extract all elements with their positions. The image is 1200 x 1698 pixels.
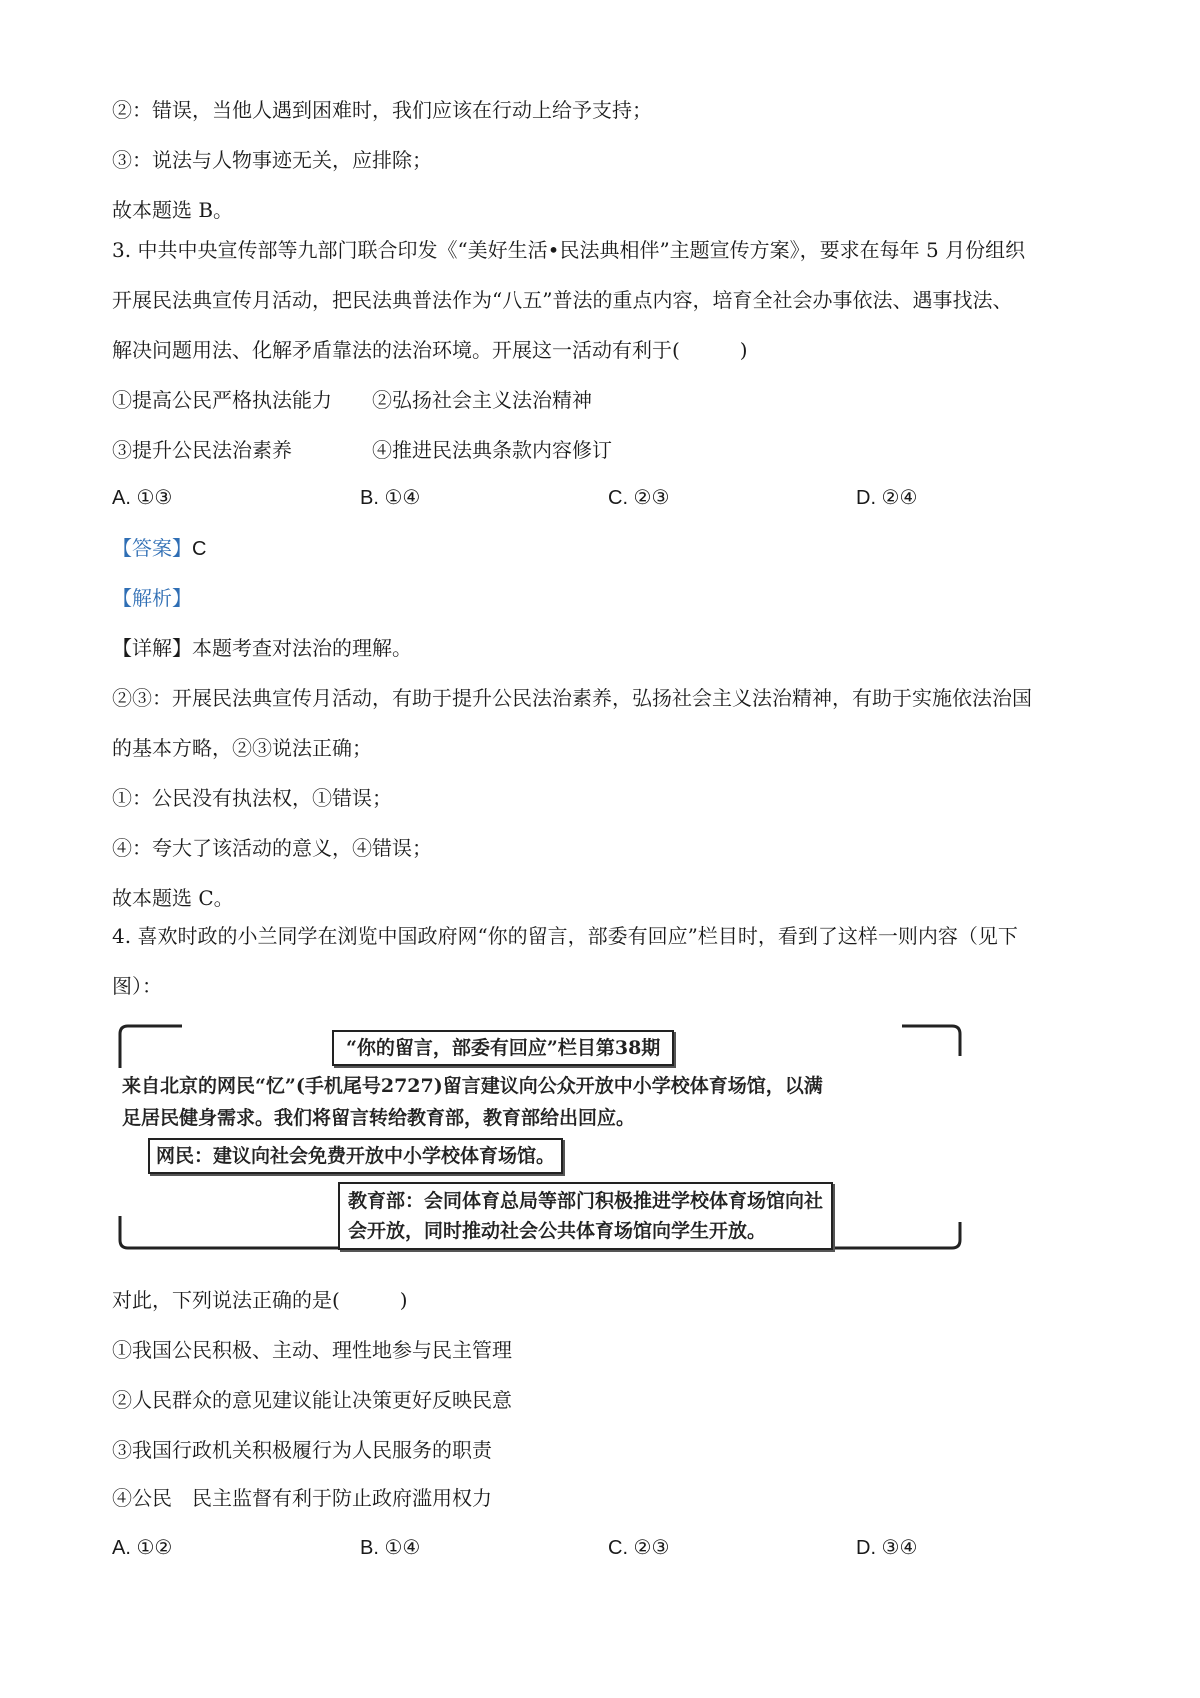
answer-line — [112, 534, 1120, 563]
question-3-statements — [112, 436, 1120, 464]
analysis-label: 【解析】 — [112, 586, 192, 610]
detail-line: 【详解】本题考查对法治的理解。 — [112, 636, 412, 660]
choice-d: D. ②④ — [856, 487, 918, 509]
text-line: ③：说法与人物事迹无关，应排除； — [112, 148, 432, 172]
answer-value: C — [192, 538, 207, 560]
ministry-reply-line: 教育部：会同体育总局等部门积极推进学校体育场馆向社 — [348, 1190, 824, 1212]
frame-corner-tl — [120, 1026, 182, 1068]
question-3-choices — [112, 484, 1120, 512]
choice-c: C. ②③ — [608, 487, 670, 509]
explanation-line: ④：夸大了该活动的意义，④错误； — [112, 836, 432, 860]
question-3-statements — [112, 386, 1120, 414]
message-figure — [112, 1012, 972, 1272]
statement-3: ③我国行政机关积极履行为人民服务的职责 — [112, 1438, 492, 1462]
statement-3: ③提升公民法治素养 — [112, 438, 292, 462]
question-3-stem: 3. 中共中央宣传部等九部门联合印发《“美好生活•民法典相伴”主题宣传方案》，要求在每年 5 月份组织 — [112, 238, 1026, 262]
text-line: ②：错误，当他人遇到困难时，我们应该在行动上给予支持； — [112, 98, 652, 122]
explanation-line: 故本题选 C。 — [112, 886, 234, 910]
question-4-prompt: 对此，下列说法正确的是( ) — [112, 1288, 408, 1312]
choice-b: B. ①④ — [360, 487, 421, 509]
question-4-choices — [112, 1534, 1120, 1562]
question-3-stem: 解决问题用法、化解矛盾靠法的法治环境。开展这一活动有利于( ) — [112, 338, 748, 362]
figure-intro: 足居民健身需求。我们将留言转给教育部，教育部给出回应。 — [122, 1107, 636, 1129]
choice-a: A. ①② — [112, 1537, 173, 1559]
explanation-line: 的基本方略，②③说法正确； — [112, 736, 372, 760]
choice-a: A. ①③ — [112, 487, 173, 509]
statement-1: ①我国公民积极、主动、理性地参与民主管理 — [112, 1338, 512, 1362]
text-line: 故本题选 B。 — [112, 198, 234, 222]
figure-intro: 来自北京的网民“忆”(手机尾号2727)留言建议向公众开放中小学校体育场馆，以满 — [122, 1075, 823, 1097]
ministry-reply — [338, 1182, 833, 1250]
choice-c: C. ②③ — [608, 1537, 670, 1559]
explanation-line: ①：公民没有执法权，①错误； — [112, 786, 392, 810]
choice-b: B. ①④ — [360, 1537, 421, 1559]
ministry-reply-line: 会开放，同时推动社会公共体育场馆向学生开放。 — [348, 1220, 767, 1242]
answer-label: 【答案】 — [112, 536, 192, 560]
statement-2: ②人民群众的意见建议能让决策更好反映民意 — [112, 1388, 512, 1412]
question-4-stem: 4. 喜欢时政的小兰同学在浏览中国政府网“你的留言，部委有回应”栏目时，看到了这样一则内容（见下 — [112, 924, 1018, 948]
question-4-stem: 图）： — [112, 974, 162, 998]
figure-title: “你的留言，部委有回应”栏目第38期 — [332, 1030, 674, 1066]
statement-4: ④推进民法典条款内容修订 — [372, 438, 612, 462]
statement-2: ②弘扬社会主义法治精神 — [372, 388, 592, 412]
netizen-message: 网民：建议向社会免费开放中小学校体育场馆。 — [148, 1138, 563, 1174]
statement-1: ①提高公民严格执法能力 — [112, 388, 332, 412]
explanation-line: ②③：开展民法典宣传月活动，有助于提升公民法治素养，弘扬社会主义法治精神，有助于实施依法治国 — [112, 686, 1032, 710]
question-3-stem: 开展民法典宣传月活动，把民法典普法作为“八五”普法的重点内容，培育全社会办事依法、遇事找法、 — [112, 288, 1013, 312]
choice-d: D. ③④ — [856, 1537, 918, 1559]
frame-corner-tr — [902, 1026, 960, 1056]
statement-4: ④公民 民主监督有利于防止政府滥用权力 — [112, 1486, 492, 1510]
